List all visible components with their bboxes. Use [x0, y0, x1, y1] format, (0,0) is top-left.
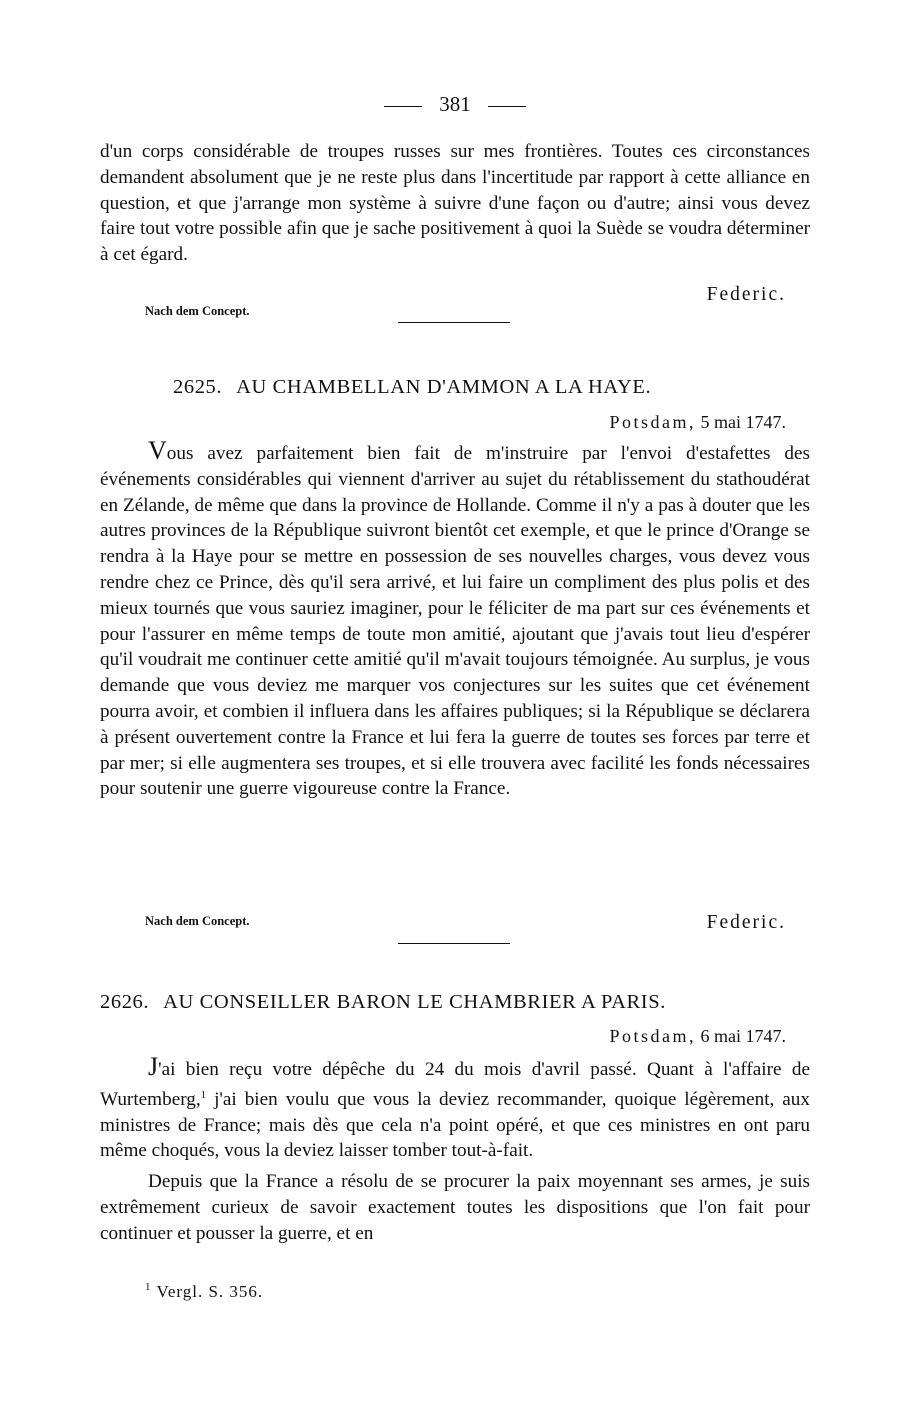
page-header [100, 92, 810, 116]
initial-letter: V [148, 436, 167, 465]
letter-heading-2625 [173, 376, 883, 399]
header-rule-right [488, 106, 526, 107]
letter-paragraph [100, 438, 810, 802]
separator-2 [398, 943, 510, 944]
letter-number: 2625. [173, 376, 223, 398]
dateline-2625 [609, 412, 786, 433]
dateline-date: 5 mai 1747. [700, 412, 786, 432]
source-note-top: Nach dem Concept. [145, 304, 250, 318]
source-note-2625: Nach dem Concept. [145, 914, 250, 928]
page-number: 381 [439, 92, 471, 116]
letter-paragraph-1 [100, 1054, 810, 1164]
dateline-place: Potsdam, [609, 412, 696, 432]
signature-2625: Federic. [706, 912, 786, 933]
letter-title: AU CONSEILLER BARON LE CHAMBRIER A PARIS. [163, 991, 666, 1013]
footnote-mark: 1 [145, 1281, 152, 1293]
letter-number: 2626. [100, 991, 150, 1013]
dateline-2626 [609, 1026, 786, 1047]
header-rule-left [384, 106, 422, 107]
continuation-text [100, 139, 810, 268]
paragraph-text-cont: j'ai bien voulu que vous la deviez recommander, quoique légèrement, aux ministres de France; mais dès que cela n'a point opéré, et que ces ministres en ont paru même choqués, vous la deviez laisser tomber tout-à-fait. [100, 1088, 810, 1162]
letter-heading-2626 [100, 991, 810, 1014]
footnote [145, 1281, 263, 1302]
separator-1 [398, 322, 510, 323]
letter-title: AU CHAMBELLAN D'AMMON A LA HAYE. [236, 376, 652, 398]
letter-paragraph-2: Depuis que la France a résolu de se procurer la paix moyennant ses armes, je suis extrêmement curieux de savoir exactement toutes les dispositions que l'on fait pour continuer et pousser la guerre, et en [100, 1171, 810, 1244]
letter-body-2626 [100, 1054, 810, 1247]
continuation-paragraph: d'un corps considérable de troupes russes sur mes frontières. Toutes ces circonstances demandent absolument que je ne reste plus dans l'incertitude par rapport à cette alliance en question, et que j'arrange mon système à suivre d'une façon ou d'autre; ainsi vous devez faire tout votre possible afin que je sache positivement à quoi la Suède se voudra déterminer à cet égard. [100, 141, 810, 266]
footnote-text: Vergl. S. 356. [156, 1282, 264, 1301]
paragraph-text: ous avez parfaitement bien fait de m'instruire par l'envoi d'estafettes des événements considérables qui viennent d'arriver au sujet du rétablissement du stathoudérat en Zélande, de même que dans la province de Hollande. Comme il n'y a pas à douter que les autres provinces de la République suivront bientôt cet exemple, et que le prince d'Orange se rendra à la Haye pour se mettre en possession de ses nouvelles charges, vous devez vous rendre chez ce Prince, dès qu'il sera arrivé, et lui faire un compliment des plus polis et des mieux tournés que vous sauriez imaginer, pour le féliciter de ma part sur ces événements et pour l'assurer en même temps de toute mon amitié, ajoutant que j'avais tout lieu d'espérer qu'il voudrait me continuer cette amitié qu'il m'avait toujours témoignée. Au surplus, je vous demande que vous deviez me marquer vos conjectures sur les suites que cet événement pourra avoir, et combien il influera dans les affaires publiques; si la République se déclarera à présent ouvertement contre la France et lui fera la guerre de toutes ses forces par terre et par mer; si elle augmentera ses troupes, et si elle trouvera avec facilité les fonds nécessaires pour soutenir une guerre vigoureuse contre la France. [100, 443, 810, 800]
signature-top: Federic. [706, 284, 786, 305]
letter-body-2625 [100, 438, 810, 802]
initial-letter: J [148, 1052, 159, 1081]
footnote-reference: 1 [200, 1088, 207, 1101]
dateline-place: Potsdam, [609, 1026, 696, 1046]
paragraph-text: 'ai bien reçu votre dépêche du 24 du mois d'avril passé. Quant à l'affaire de Wurtemberg, [100, 1059, 810, 1110]
dateline-date: 6 mai 1747. [700, 1026, 786, 1046]
